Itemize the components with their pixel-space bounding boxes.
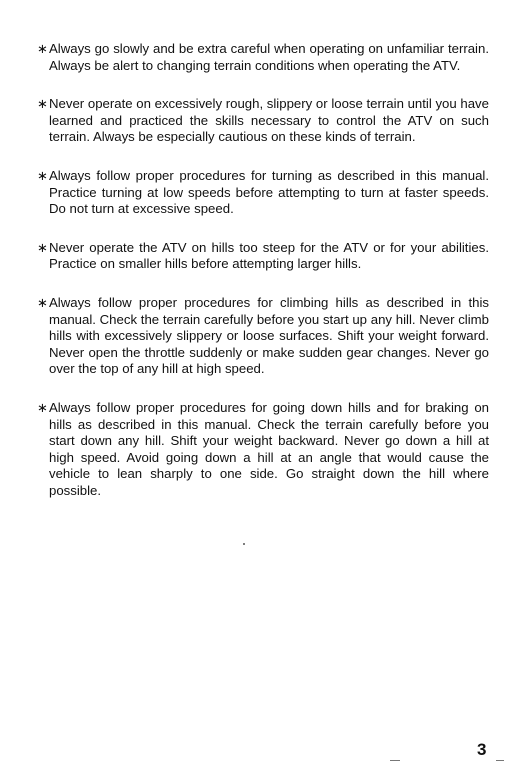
bullet-item-turning [37, 168, 489, 218]
bullet-text: Always follow proper procedures for climbing hills as described in this manual. Check the terrain carefully before you start up any hill. Never climb hills with excessively slippery or loose surfaces. Shift your weight forward. Never open the throttle suddenly or make sudden gear changes. Never go over the top of any hill at high speed. [49, 294, 489, 377]
bullet-item-rough-terrain [37, 96, 489, 146]
bullet-text: Never operate on excessively rough, slippery or loose terrain until you have learned and practiced the skills necessary to control the ATV on such terrain. Always be especially cautious on these kinds of terrain. [49, 96, 489, 145]
bullet-text: Never operate the ATV on hills too steep for the ATV or for your abilities. Practice on smaller hills before attempting larger hills. [49, 239, 489, 272]
scan-speck [243, 543, 245, 545]
bullet-item-unfamiliar-terrain [37, 41, 489, 74]
bullet-mark: ∗ [37, 96, 48, 112]
bullet-mark: ∗ [37, 294, 48, 310]
bullet-mark: ∗ [37, 41, 48, 56]
scan-edge-mark [496, 760, 504, 761]
bullet-text: Always follow proper procedures for going down hills and for braking on hills as described in this manual. Check the terrain carefully before you start down any hill. Shift your weight backward. Never go down a hill at high speed. Avoid going down a hill at an angle that would cause the vehicle to lean sharply to one side. Go straight down the hill where possible. [49, 399, 489, 498]
page-number: 3 [477, 740, 487, 759]
safety-bullet-list [37, 41, 489, 521]
bullet-item-down-hills [37, 400, 489, 500]
bullet-text: Always go slowly and be extra careful when operating on unfamiliar terrain. Always be alert to changing terrain conditions when operating the ATV. [49, 41, 489, 73]
scan-edge-mark [390, 760, 400, 761]
bullet-mark: ∗ [37, 239, 48, 255]
bullet-item-steep-hills [37, 240, 489, 273]
bullet-text: Always follow proper procedures for turning as described in this manual. Practice turning at low speeds before attempting to turn at faster speeds. Do not turn at excessive speed. [49, 167, 489, 217]
bullet-mark: ∗ [37, 167, 48, 183]
bullet-mark: ∗ [37, 399, 48, 415]
bullet-item-climbing-hills [37, 295, 489, 378]
